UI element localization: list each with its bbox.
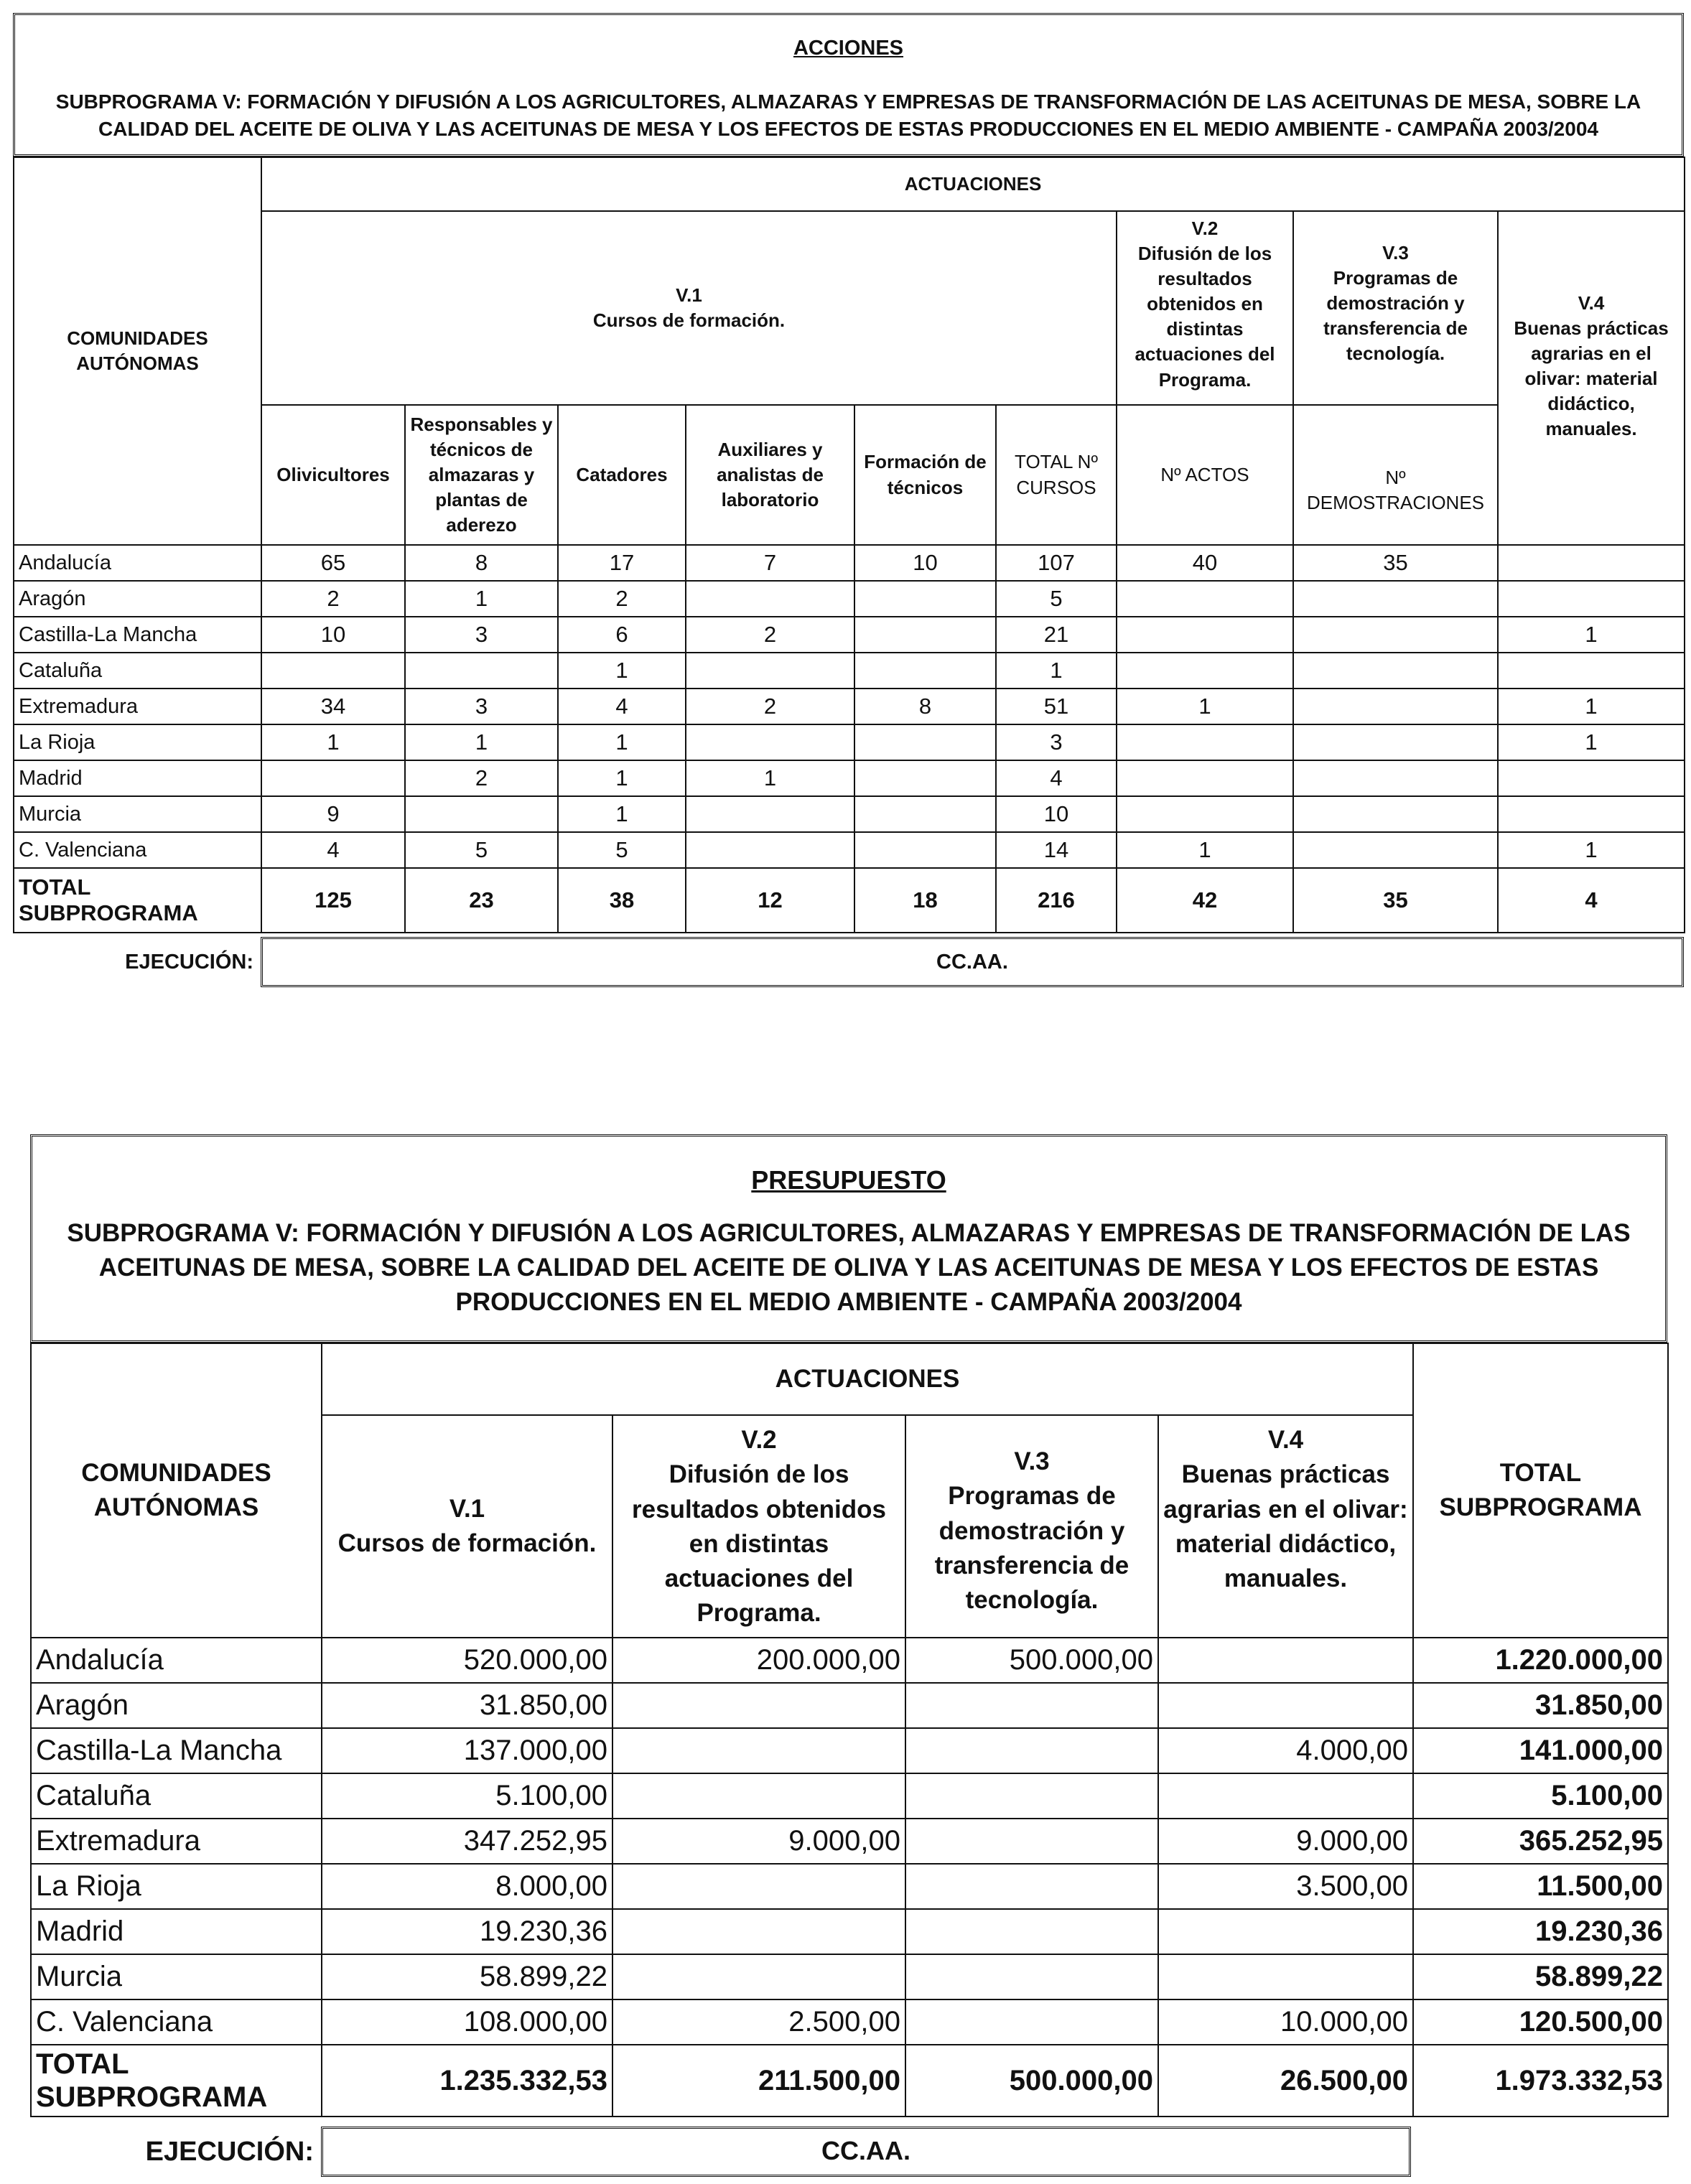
presupuesto-cell [612, 1728, 905, 1773]
acciones-cell: 5 [558, 832, 686, 868]
presupuesto-row [31, 1728, 1668, 1773]
acciones-sub-olivicultores: Olivicultores [261, 405, 405, 545]
presupuesto-v1-label: Cursos de formación. [337, 1529, 597, 1557]
acciones-cell [1117, 653, 1293, 689]
acciones-cell [1293, 689, 1498, 724]
acciones-v3-header [1293, 211, 1498, 405]
presupuesto-total-row [31, 2045, 1668, 2117]
acciones-cell: 10 [854, 545, 996, 581]
acciones-cell [854, 653, 996, 689]
acciones-total-cell: 42 [1117, 868, 1293, 933]
acciones-row [14, 760, 1685, 796]
presupuesto-v1-code: V.1 [449, 1494, 485, 1523]
acciones-cell: 10 [996, 796, 1117, 832]
presupuesto-cell: 9.000,00 [1158, 1819, 1413, 1864]
acciones-cell [261, 653, 405, 689]
acciones-table [13, 157, 1685, 933]
presupuesto-subtitle-line3: PRODUCCIONES EN EL MEDIO AMBIENTE - CAMPAÑA 2003/2004 [455, 1288, 1242, 1316]
acciones-cell: 4 [261, 832, 405, 868]
presupuesto-cell: 19.230,36 [322, 1909, 612, 1954]
presupuesto-row-name: Castilla-La Mancha [31, 1728, 322, 1773]
acciones-v4-label: Buenas prácticas agrarias en el olivar: material didáctico, manuales. [1514, 317, 1669, 440]
presupuesto-cell: 8.000,00 [322, 1864, 612, 1909]
acciones-sub-formacion: Formación de técnicos [854, 405, 996, 545]
presupuesto-total-cell: 211.500,00 [612, 2045, 905, 2117]
acciones-cell: 65 [261, 545, 405, 581]
presupuesto-title-box [30, 1134, 1667, 1343]
acciones-sub-total-cursos: TOTAL Nº CURSOS [996, 405, 1117, 545]
presupuesto-col-ccaa: COMUNIDADES AUTÓNOMAS [31, 1343, 322, 1638]
presupuesto-cell: 5.100,00 [322, 1773, 612, 1819]
presupuesto-cell [905, 1999, 1158, 2045]
acciones-cell: 35 [1293, 545, 1498, 581]
presupuesto-total-label-line2: SUBPROGRAMA [36, 2081, 268, 2113]
presupuesto-cell: 120.500,00 [1413, 1999, 1668, 2045]
presupuesto-subtitle-line1: SUBPROGRAMA V: FORMACIÓN Y DIFUSIÓN A LOS AGRICULTORES, ALMAZARAS Y EMPRESAS DE TRANSFORMACIÓN DE LAS [67, 1219, 1631, 1247]
acciones-v4-code: V.4 [1578, 292, 1605, 314]
acciones-cell [405, 796, 558, 832]
acciones-total-cell: 12 [686, 868, 854, 933]
acciones-title-box [13, 13, 1684, 157]
presupuesto-v2-code: V.2 [741, 1426, 777, 1454]
acciones-row [14, 617, 1685, 653]
presupuesto-row [31, 1683, 1668, 1728]
acciones-sub-actos: Nº ACTOS [1117, 405, 1293, 545]
acciones-heading: ACCIONES [793, 37, 904, 60]
presupuesto-row-name: Andalucía [31, 1638, 322, 1683]
acciones-sub-auxiliares: Auxiliares y analistas de laboratorio [686, 405, 854, 545]
acciones-total-cell: 4 [1498, 868, 1685, 933]
presupuesto-cell [1158, 1683, 1413, 1728]
acciones-col-ccaa: COMUNIDADES AUTÓNOMAS [14, 157, 261, 545]
presupuesto-total-cell: 500.000,00 [905, 2045, 1158, 2117]
acciones-total-cell: 23 [405, 868, 558, 933]
presupuesto-cell: 108.000,00 [322, 1999, 612, 2045]
acciones-cell [854, 581, 996, 617]
acciones-row-name: C. Valenciana [14, 832, 261, 868]
presupuesto-cell [612, 1683, 905, 1728]
presupuesto-cell [612, 1773, 905, 1819]
acciones-cell [686, 724, 854, 760]
presupuesto-row [31, 1954, 1668, 1999]
acciones-cell [1498, 760, 1685, 796]
acciones-cell: 9 [261, 796, 405, 832]
acciones-v4-header [1498, 211, 1685, 545]
acciones-v3-code: V.3 [1382, 242, 1409, 263]
acciones-cell: 2 [261, 581, 405, 617]
presupuesto-cell: 137.000,00 [322, 1728, 612, 1773]
presupuesto-v2-header [612, 1415, 905, 1638]
acciones-cell: 1 [558, 653, 686, 689]
presupuesto-table [30, 1343, 1669, 2117]
acciones-cell [854, 832, 996, 868]
presupuesto-cell: 500.000,00 [905, 1638, 1158, 1683]
presupuesto-cell: 11.500,00 [1413, 1864, 1668, 1909]
presupuesto-cell [612, 1864, 905, 1909]
presupuesto-v1-header [322, 1415, 612, 1638]
presupuesto-col-total: TOTAL SUBPROGRAMA [1413, 1343, 1668, 1638]
presupuesto-cell [1158, 1954, 1413, 1999]
acciones-ejecucion-label: EJECUCIÓN: [125, 951, 253, 974]
presupuesto-cell: 365.252,95 [1413, 1819, 1668, 1864]
presupuesto-row [31, 1773, 1668, 1819]
acciones-cell [854, 724, 996, 760]
presupuesto-cell: 31.850,00 [322, 1683, 612, 1728]
presupuesto-row-name: La Rioja [31, 1864, 322, 1909]
acciones-ejecucion-value: CC.AA. [261, 937, 1684, 987]
acciones-row-name: Aragón [14, 581, 261, 617]
acciones-cell: 6 [558, 617, 686, 653]
acciones-cell: 5 [405, 832, 558, 868]
acciones-cell [686, 832, 854, 868]
presupuesto-v2-label: Difusión de los resultados obtenidos en distintas actuaciones del Programa. [632, 1460, 886, 1628]
acciones-cell: 1 [1498, 724, 1685, 760]
presupuesto-row [31, 1864, 1668, 1909]
acciones-subtitle-line2: CALIDAD DEL ACEITE DE OLIVA Y LAS ACEITUNAS DE MESA Y LOS EFECTOS DE ESTAS PRODUCCIONES EN EL MEDIO AMBIENTE - CAMPAÑA 2003/2004 [98, 118, 1598, 140]
acciones-row-name: Murcia [14, 796, 261, 832]
acciones-total-cell: 18 [854, 868, 996, 933]
acciones-cell: 5 [996, 581, 1117, 617]
acciones-cell: 8 [405, 545, 558, 581]
presupuesto-total-label [31, 2045, 322, 2117]
presupuesto-row-name: Extremadura [31, 1819, 322, 1864]
presupuesto-cell: 31.850,00 [1413, 1683, 1668, 1728]
presupuesto-row-name: Murcia [31, 1954, 322, 1999]
presupuesto-cell: 9.000,00 [612, 1819, 905, 1864]
acciones-v1-header [261, 211, 1117, 405]
acciones-cell [1117, 617, 1293, 653]
presupuesto-v3-code: V.3 [1014, 1447, 1050, 1475]
acciones-cell [1293, 581, 1498, 617]
presupuesto-cell [905, 1773, 1158, 1819]
acciones-total-label [14, 868, 261, 933]
presupuesto-cell: 520.000,00 [322, 1638, 612, 1683]
acciones-actuaciones-header: ACTUACIONES [261, 157, 1685, 211]
acciones-row [14, 689, 1685, 724]
acciones-row-name: Cataluña [14, 653, 261, 689]
presupuesto-row [31, 1819, 1668, 1864]
acciones-cell: 2 [686, 689, 854, 724]
acciones-cell [405, 653, 558, 689]
presupuesto-cell [612, 1909, 905, 1954]
presupuesto-v4-code: V.4 [1267, 1426, 1304, 1454]
acciones-cell [686, 653, 854, 689]
presupuesto-cell: 200.000,00 [612, 1638, 905, 1683]
acciones-cell: 1 [558, 724, 686, 760]
acciones-row-name: Extremadura [14, 689, 261, 724]
acciones-cell: 51 [996, 689, 1117, 724]
presupuesto-actuaciones-header: ACTUACIONES [322, 1343, 1413, 1415]
presupuesto-cell [905, 1728, 1158, 1773]
presupuesto-cell [905, 1954, 1158, 1999]
acciones-v1-code: V.1 [676, 284, 702, 306]
acciones-cell [1293, 724, 1498, 760]
acciones-total-label-line1: TOTAL [19, 874, 91, 900]
presupuesto-row-name: C. Valenciana [31, 1999, 322, 2045]
presupuesto-row [31, 1909, 1668, 1954]
acciones-cell [1117, 724, 1293, 760]
acciones-cell: 8 [854, 689, 996, 724]
acciones-total-cell: 216 [996, 868, 1117, 933]
acciones-cell [686, 581, 854, 617]
acciones-total-cell: 35 [1293, 868, 1498, 933]
acciones-cell: 1 [405, 724, 558, 760]
acciones-cell: 1 [558, 760, 686, 796]
acciones-cell: 1 [558, 796, 686, 832]
acciones-cell [1293, 796, 1498, 832]
acciones-cell [854, 617, 996, 653]
acciones-cell: 1 [1117, 689, 1293, 724]
presupuesto-v3-label: Programas de demostración y transferencia de tecnología. [934, 1482, 1129, 1615]
acciones-cell: 107 [996, 545, 1117, 581]
presupuesto-v3-header [905, 1415, 1158, 1638]
acciones-cell [1117, 760, 1293, 796]
acciones-cell: 1 [686, 760, 854, 796]
acciones-cell: 17 [558, 545, 686, 581]
acciones-cell: 1 [1498, 617, 1685, 653]
acciones-cell: 21 [996, 617, 1117, 653]
acciones-total-cell: 125 [261, 868, 405, 933]
presupuesto-cell: 58.899,22 [322, 1954, 612, 1999]
presupuesto-cell: 141.000,00 [1413, 1728, 1668, 1773]
acciones-v2-code: V.2 [1191, 218, 1219, 239]
presupuesto-cell: 1.220.000,00 [1413, 1638, 1668, 1683]
presupuesto-total-cell: 1.235.332,53 [322, 2045, 612, 2117]
acciones-row-name: La Rioja [14, 724, 261, 760]
presupuesto-v4-label: Buenas prácticas agrarias en el olivar: material didáctico, manuales. [1163, 1460, 1408, 1593]
presupuesto-cell: 5.100,00 [1413, 1773, 1668, 1819]
acciones-total-label-line2: SUBPROGRAMA [19, 900, 198, 925]
acciones-total-row [14, 868, 1685, 933]
acciones-cell: 2 [686, 617, 854, 653]
acciones-cell: 2 [405, 760, 558, 796]
presupuesto-ejecucion-label: EJECUCIÓN: [145, 2137, 314, 2167]
presupuesto-row [31, 1638, 1668, 1683]
acciones-cell: 40 [1117, 545, 1293, 581]
acciones-cell: 34 [261, 689, 405, 724]
acciones-cell: 1 [1498, 689, 1685, 724]
acciones-v3-label: Programas de demostración y transferencia de tecnología. [1323, 267, 1468, 365]
presupuesto-cell: 347.252,95 [322, 1819, 612, 1864]
acciones-row [14, 581, 1685, 617]
acciones-total-cell: 38 [558, 868, 686, 933]
presupuesto-v4-header [1158, 1415, 1413, 1638]
presupuesto-row-name: Madrid [31, 1909, 322, 1954]
presupuesto-cell [905, 1819, 1158, 1864]
acciones-cell [1498, 545, 1685, 581]
presupuesto-cell: 58.899,22 [1413, 1954, 1668, 1999]
acciones-cell [1117, 581, 1293, 617]
acciones-cell [854, 796, 996, 832]
acciones-row [14, 796, 1685, 832]
acciones-cell: 4 [558, 689, 686, 724]
acciones-cell: 3 [996, 724, 1117, 760]
presupuesto-ejecucion-value: CC.AA. [321, 2127, 1411, 2177]
acciones-cell [1117, 796, 1293, 832]
acciones-cell [1498, 653, 1685, 689]
acciones-cell: 1 [405, 581, 558, 617]
presupuesto-cell: 19.230,36 [1413, 1909, 1668, 1954]
presupuesto-cell [1158, 1773, 1413, 1819]
acciones-row [14, 545, 1685, 581]
acciones-cell: 7 [686, 545, 854, 581]
presupuesto-cell [905, 1864, 1158, 1909]
acciones-cell: 4 [996, 760, 1117, 796]
acciones-subtitle-line1: SUBPROGRAMA V: FORMACIÓN Y DIFUSIÓN A LOS AGRICULTORES, ALMAZARAS Y EMPRESAS DE TRANSFORMACIÓN DE LAS ACEITUNAS DE MESA, SOBRE LA [55, 90, 1641, 113]
presupuesto-row [31, 1999, 1668, 2045]
presupuesto-cell [1158, 1909, 1413, 1954]
acciones-cell: 2 [558, 581, 686, 617]
presupuesto-cell: 2.500,00 [612, 1999, 905, 2045]
acciones-cell [854, 760, 996, 796]
presupuesto-heading: PRESUPUESTO [751, 1165, 946, 1195]
acciones-cell: 1 [996, 653, 1117, 689]
presupuesto-cell [612, 1954, 905, 1999]
acciones-cell: 1 [1117, 832, 1293, 868]
acciones-cell [1498, 581, 1685, 617]
acciones-sub-catadores: Catadores [558, 405, 686, 545]
acciones-cell: 1 [261, 724, 405, 760]
presupuesto-row-name: Aragón [31, 1683, 322, 1728]
presupuesto-cell [1158, 1638, 1413, 1683]
acciones-cell: 1 [1498, 832, 1685, 868]
acciones-row [14, 724, 1685, 760]
acciones-row [14, 832, 1685, 868]
presupuesto-cell: 4.000,00 [1158, 1728, 1413, 1773]
acciones-cell [1293, 760, 1498, 796]
presupuesto-cell: 3.500,00 [1158, 1864, 1413, 1909]
acciones-row-name: Madrid [14, 760, 261, 796]
acciones-cell [1293, 653, 1498, 689]
acciones-row-name: Andalucía [14, 545, 261, 581]
presupuesto-total-cell: 26.500,00 [1158, 2045, 1413, 2117]
acciones-cell: 3 [405, 689, 558, 724]
acciones-cell: 14 [996, 832, 1117, 868]
presupuesto-cell [905, 1683, 1158, 1728]
presupuesto-cell [905, 1909, 1158, 1954]
acciones-sub-responsables: Responsables y técnicos de almazaras y plantas de aderezo [405, 405, 558, 545]
presupuesto-row-name: Cataluña [31, 1773, 322, 1819]
acciones-cell [1498, 796, 1685, 832]
acciones-cell: 3 [405, 617, 558, 653]
acciones-v2-label: Difusión de los resultados obtenidos en distintas actuaciones del Programa. [1135, 243, 1275, 391]
acciones-cell [1293, 832, 1498, 868]
acciones-cell [1293, 617, 1498, 653]
acciones-row [14, 653, 1685, 689]
presupuesto-total-cell: 1.973.332,53 [1413, 2045, 1668, 2117]
acciones-row-name: Castilla-La Mancha [14, 617, 261, 653]
presupuesto-subtitle-line2: ACEITUNAS DE MESA, SOBRE LA CALIDAD DEL ACEITE DE OLIVA Y LAS ACEITUNAS DE MESA Y LOS EFECTOS DE ESTAS [98, 1254, 1599, 1282]
acciones-v2-header [1117, 211, 1293, 405]
presupuesto-total-label-line1: TOTAL [36, 2048, 129, 2080]
acciones-cell [686, 796, 854, 832]
acciones-cell: 10 [261, 617, 405, 653]
acciones-v1-label: Cursos de formación. [592, 309, 786, 331]
acciones-sub-demostraciones: Nº DEMOSTRACIONES [1293, 405, 1498, 545]
acciones-cell [261, 760, 405, 796]
presupuesto-cell: 10.000,00 [1158, 1999, 1413, 2045]
